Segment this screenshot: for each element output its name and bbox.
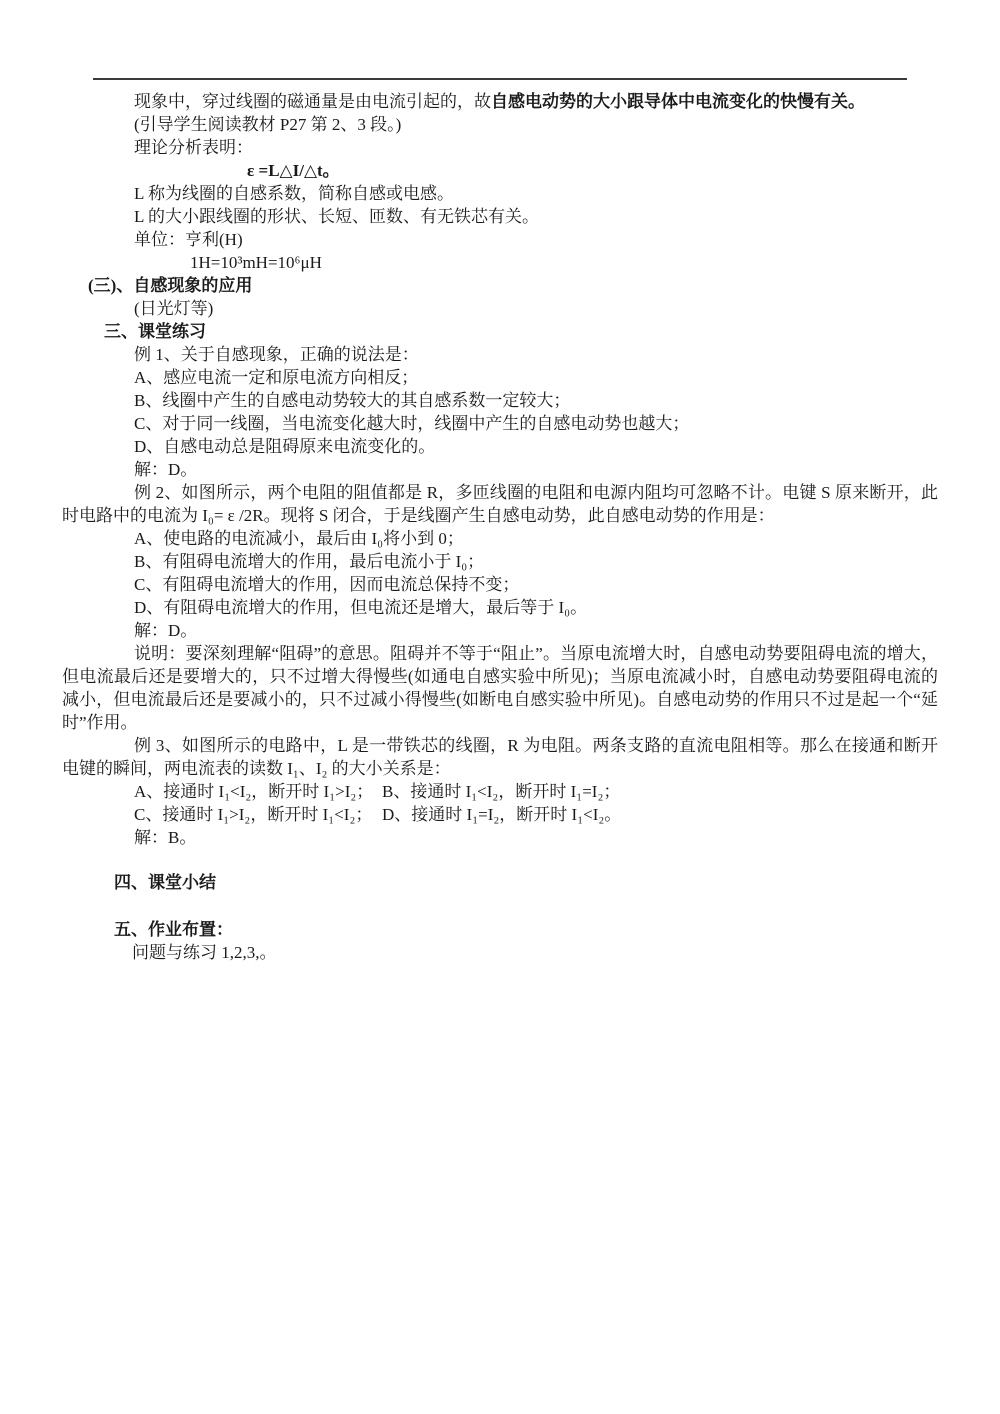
fluorescent-lamp-note: (日光灯等) <box>134 299 214 318</box>
example3-option-a: A、接通时 I₁<I₂，断开时 I₁>I₂； <box>134 782 374 801</box>
section-heading-summary: 四、课堂小结 <box>114 873 216 892</box>
example3-body: 例 3、如图所示的电路中，L 是一带铁芯的线圈，R 为电阻。两条支路的直流电阻相等。那么在接通和断开电键的瞬间，两电流表的读数 I₁、I₂ 的大小关系是： <box>62 736 938 778</box>
example2-option-a: A、使电路的电流减小，最后由 I₀将小到 0； <box>134 529 464 548</box>
example2-option-c: C、有阻碍电流增大的作用，因而电流总保持不变； <box>134 575 520 594</box>
unit-line: 单位：亨利(H) <box>134 230 243 249</box>
example1-option-c: C、对于同一线圈，当电流变化越大时，线圈中产生的自感电动势也越大； <box>134 414 690 433</box>
explanation-note: 说明：要深刻理解“阻碍”的意思。阻碍并不等于“阻止”。当原电流增大时，自感电动势要阻碍电流的增大，但电流最后还是要增大的，只不过增大得慢些(如通电自感实验中所见)；当原电流减小时，自感电动势要阻碍电流的减小，但电流最后还是要减小的，只不过减小得慢些(如断电自感实验中所见)。自感电动势的作用只不过是起一个“延时”作用。 <box>62 644 938 732</box>
l-factors-line: L 的大小跟线圈的形状、长短、匝数、有无铁芯有关。 <box>134 207 540 226</box>
example2-body: 例 2、如图所示，两个电阻的阻值都是 R，多匝线圈的电阻和电源内阻均可忽略不计。电键 S 原来断开，此时电路中的电流为 I₀= ε /2R。现将 S 闭合，于是线圈产生自感电动势，此自感电动势的作用是： <box>62 483 938 525</box>
example3-option-d: D、接通时 I₁=I₂，断开时 I₁<I₂。 <box>382 805 622 824</box>
section-heading-practice: 三、课堂练习 <box>104 322 206 341</box>
example3-option-c: C、接通时 I₁>I₂，断开时 I₁<I₂； <box>134 805 373 824</box>
guide-note: (引导学生阅读教材 P27 第 2、3 段。) <box>134 115 402 134</box>
emf-formula: ε =L△I/△t。 <box>247 161 340 180</box>
example1-option-b: B、线圈中产生的自感电动势较大的其自感系数一定较大； <box>134 391 571 410</box>
unit-conversion-formula: 1H=10³mH=10⁶μH <box>190 253 322 272</box>
intro-text: 现象中，穿过线圈的磁通量是由电流引起的，故 <box>134 92 491 111</box>
example1-option-a: A、感应电流一定和原电流方向相反； <box>134 368 419 387</box>
intro-bold-text: 自感电动势的大小跟导体中电流变化的快慢有关。 <box>491 92 865 111</box>
document-content <box>62 90 938 964</box>
section-heading-homework: 五、作业布置： <box>114 920 233 939</box>
l-definition-line: L 称为线圈的自感系数，简称自感或电感。 <box>134 184 455 203</box>
example1-answer: 解：D。 <box>134 460 198 479</box>
section-heading-application: (三)、自感现象的应用 <box>88 276 253 295</box>
example3-options-row2 <box>62 803 938 826</box>
theory-lead: 理论分析表明： <box>134 138 253 157</box>
example2-option-b: B、有阻碍电流增大的作用，最后电流小于 I₀； <box>134 552 485 571</box>
example2-answer: 解：D。 <box>134 621 198 640</box>
example3-option-b: B、接通时 I₁<I₂，断开时 I₁=I₂； <box>382 782 621 801</box>
example2-option-d: D、有阻碍电流增大的作用，但电流还是增大，最后等于 I₀。 <box>134 598 588 617</box>
example1-title: 例 1、关于自感现象，正确的说法是： <box>134 345 419 364</box>
header-rule <box>93 78 907 80</box>
example3-answer: 解：B。 <box>134 828 197 847</box>
example1-option-d: D、自感电动总是阻碍原来电流变化的。 <box>134 437 436 456</box>
example3-options-row1 <box>62 780 938 803</box>
intro-paragraph <box>62 90 938 113</box>
homework-line: 问题与练习 1,2,3,。 <box>132 943 277 962</box>
